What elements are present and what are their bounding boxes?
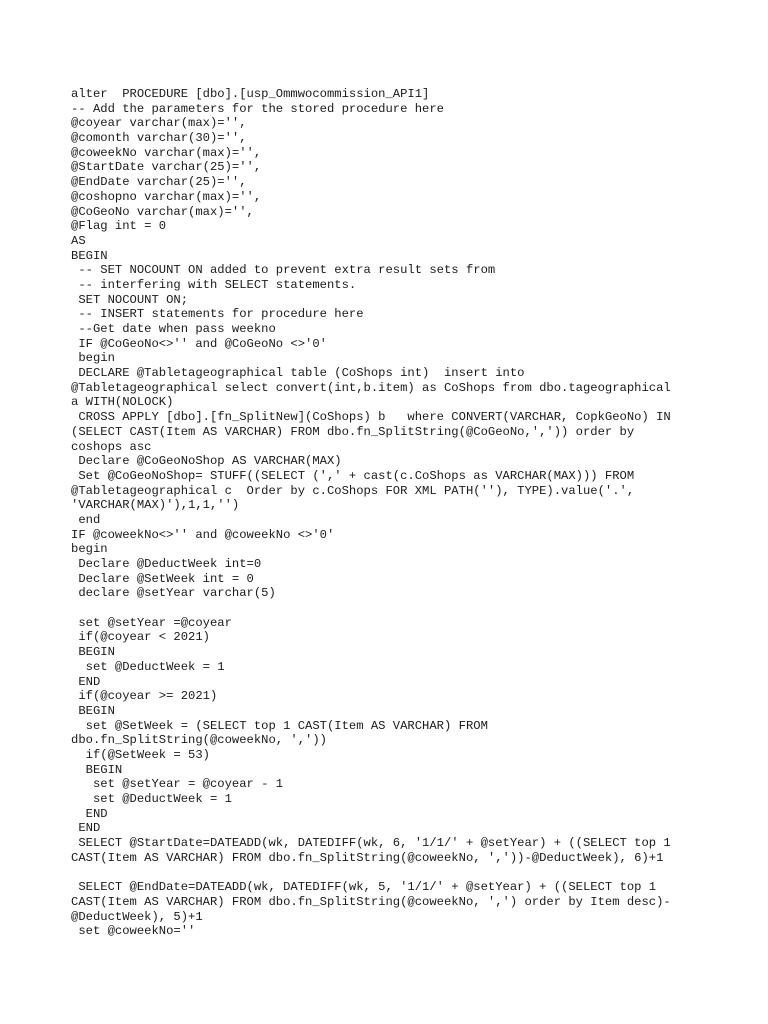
code-line: Declare @CoGeoNoShop AS VARCHAR(MAX) xyxy=(71,454,342,469)
code-line: Declare @SetWeek int = 0 xyxy=(71,571,254,586)
code-line: if(@SetWeek = 53) xyxy=(71,747,210,762)
code-line: 'VARCHAR(MAX)'),1,1,'') xyxy=(71,498,240,513)
code-line: BEGIN xyxy=(71,248,108,263)
code-line: begin xyxy=(71,351,115,366)
code-line: @coshopno varchar(max)='', xyxy=(71,189,262,204)
code-line: -- Add the parameters for the stored procedure here xyxy=(71,101,444,116)
code-line: set @SetWeek = (SELECT top 1 CAST(Item AS VARCHAR) FROM xyxy=(71,718,488,733)
code-line: -- interfering with SELECT statements. xyxy=(71,277,357,292)
code-line: @coyear varchar(max)='', xyxy=(71,116,247,131)
code-line: CROSS APPLY [dbo].[fn_SplitNew](CoShops) b where CONVERT(VARCHAR, CopkGeoNo) IN xyxy=(71,410,671,425)
code-line: SELECT @EndDate=DATEADD(wk, DATEDIFF(wk, 5, '1/1/' + @setYear) + ((SELECT top 1 xyxy=(71,880,657,895)
code-line: END xyxy=(71,821,101,836)
code-line xyxy=(71,865,711,880)
code-line: (SELECT CAST(Item AS VARCHAR) FROM dbo.fn_SplitString(@CoGeoNo,',')) order by xyxy=(71,424,635,439)
code-line: IF @CoGeoNo<>'' and @CoGeoNo <>'0' xyxy=(71,336,327,351)
code-line: set @DeductWeek = 1 xyxy=(71,792,232,806)
code-line: IF @coweekNo<>'' and @coweekNo <>'0' xyxy=(71,527,335,542)
code-line: AS xyxy=(71,233,86,248)
code-line: CAST(Item AS VARCHAR) FROM dbo.fn_SplitString(@coweekNo, ',') order by Item desc)- xyxy=(71,894,671,909)
code-line: end xyxy=(71,512,101,527)
code-line: BEGIN xyxy=(71,645,115,660)
code-line: @Flag int = 0 xyxy=(71,219,167,234)
code-line: SELECT @StartDate=DATEADD(wk, DATEDIFF(wk, 6, '1/1/' + @setYear) + ((SELECT top 1 xyxy=(71,836,671,851)
code-line: -- SET NOCOUNT ON added to prevent extra result sets from xyxy=(71,263,496,278)
code-line xyxy=(71,601,711,616)
code-line: set @coweekNo='' xyxy=(71,924,196,939)
code-line: END xyxy=(71,806,108,821)
code-line: declare @setYear varchar(5) xyxy=(71,586,276,601)
code-line: set @DeductWeek = 1 xyxy=(71,659,225,674)
code-line: coshops asc xyxy=(71,439,152,454)
code-line: CAST(Item AS VARCHAR) FROM dbo.fn_SplitString(@coweekNo, ','))-@DeductWeek), 6)+1 xyxy=(71,850,664,865)
code-line: set @setYear =@coyear xyxy=(71,615,232,630)
code-line: @comonth varchar(30)='', xyxy=(71,131,247,146)
code-line: @StartDate varchar(25)='', xyxy=(71,160,262,175)
code-line: BEGIN xyxy=(71,762,123,777)
code-line: @coweekNo varchar(max)='', xyxy=(71,145,262,160)
code-line: dbo.fn_SplitString(@coweekNo, ',')) xyxy=(71,733,327,748)
code-line: if(@coyear >= 2021) xyxy=(71,689,218,704)
code-line: alter PROCEDURE [dbo].[usp_Ommwocommission_API1] xyxy=(71,87,430,101)
code-line: a WITH(NOLOCK) xyxy=(71,395,174,410)
code-line: @EndDate varchar(25)='', xyxy=(71,175,247,190)
code-line: @CoGeoNo varchar(max)='', xyxy=(71,204,254,219)
code-line: Set @CoGeoNoShop= STUFF((SELECT (',' + cast(c.CoShops as VARCHAR(MAX))) FROM xyxy=(71,468,635,483)
code-line: set @setYear = @coyear - 1 xyxy=(71,777,284,792)
code-line: @Tabletageographical select convert(int,b.item) as CoShops from dbo.tageographical xyxy=(71,380,671,395)
code-line: DECLARE @Tabletageographical table (CoShops int) insert into xyxy=(71,366,525,381)
code-line: if(@coyear < 2021) xyxy=(71,630,210,645)
code-line: END xyxy=(71,674,101,689)
code-line: begin xyxy=(71,542,108,557)
code-line: @Tabletageographical c Order by c.CoShops FOR XML PATH(''), TYPE).value('.', xyxy=(71,483,635,498)
sql-code-block xyxy=(71,87,711,939)
code-line: --Get date when pass weekno xyxy=(71,322,276,336)
code-line: -- INSERT statements for procedure here xyxy=(71,307,364,322)
code-line: BEGIN xyxy=(71,703,115,718)
code-line: @DeductWeek), 5)+1 xyxy=(71,909,203,924)
code-line: SET NOCOUNT ON; xyxy=(71,292,189,307)
code-line: Declare @DeductWeek int=0 xyxy=(71,557,262,571)
